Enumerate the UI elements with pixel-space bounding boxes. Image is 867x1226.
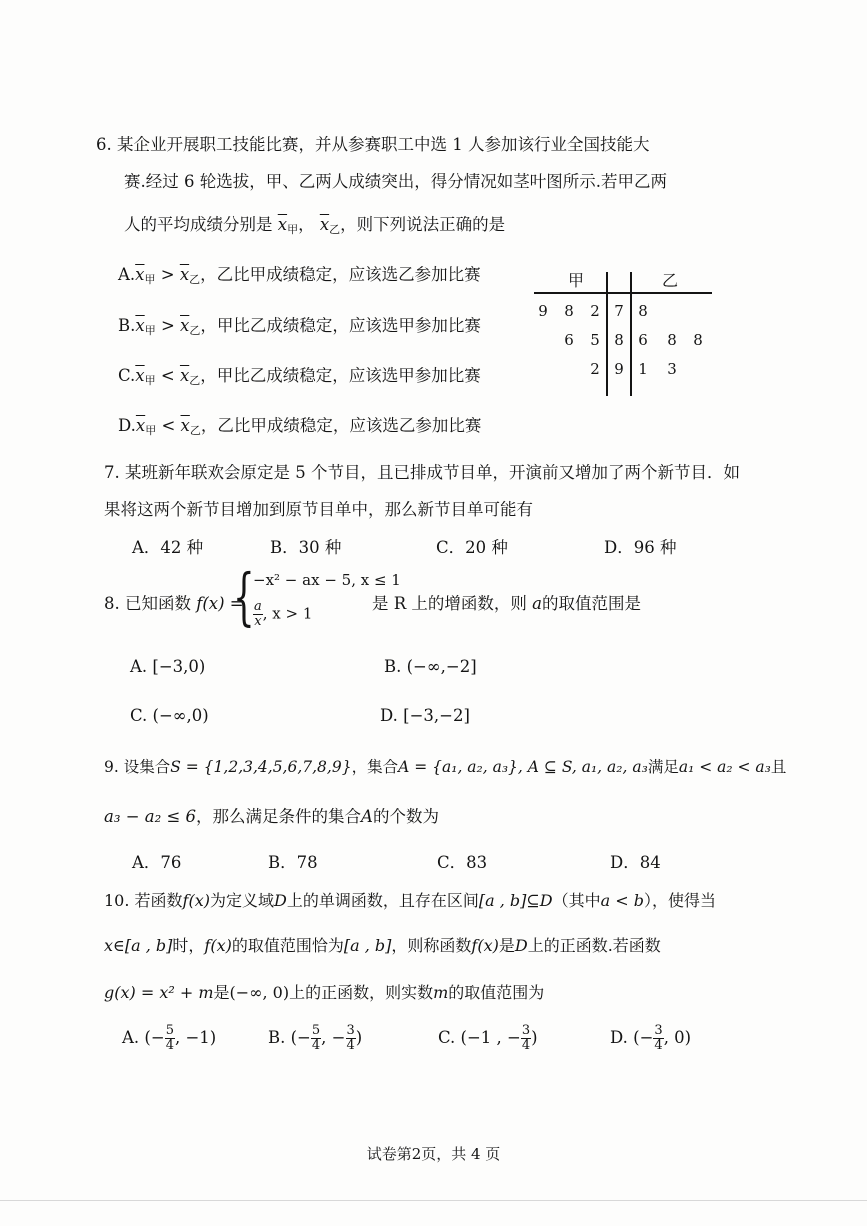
q8-case2: $\frac{a}{x}$ , x > 1	[254, 599, 313, 629]
piecewise-brace: {	[233, 560, 255, 633]
leaf-right: 8	[638, 302, 648, 320]
q8-prefix: 8. 已知函数 f(x) =	[104, 594, 244, 613]
q9-option-c[interactable]: C．83	[437, 853, 488, 872]
q9-line2: a₃ − a₂ ≤ 6，那么满足条件的集合A的个数为	[104, 807, 439, 826]
leaf-left: 9	[538, 302, 548, 320]
q10-line2: x∈[a , b]时，f(x)的取值范围恰为[a , b]，则称函数f(x)是D上的正函数.若函数	[104, 936, 661, 955]
leaf-right: 1	[638, 360, 648, 378]
leaf-left: 8	[564, 302, 574, 320]
q7-option-c[interactable]: C．20 种	[436, 538, 508, 557]
stem-leaf-header-rule	[534, 292, 712, 294]
q7-line2: 果将这两个新节目增加到原节目单中，那么新节目单可能有	[104, 500, 533, 519]
q8-option-c[interactable]: C. (−∞,0)	[130, 706, 209, 725]
page-footer: 试卷第2页，共 4 页	[366, 1145, 501, 1163]
q10-option-b[interactable]: B. (− $\frac{5}{4}$ , − $\frac{3}{4}$ )	[268, 1023, 363, 1053]
q6-option-d[interactable]: $D.\overline{x}_甲 < \overline{x}_乙$，乙比甲成绩稳定，应该选乙参加比赛	[118, 416, 482, 437]
q9-option-b[interactable]: B．78	[268, 853, 318, 872]
q10-option-d[interactable]: D. (− $\frac{3}{4}$ , 0)	[610, 1023, 692, 1053]
stem: 8	[614, 331, 624, 349]
q9-option-d[interactable]: D．84	[610, 853, 661, 872]
q10-option-c[interactable]: C. (−1 , − $\frac{3}{4}$ )	[438, 1023, 538, 1053]
leaf-right: 6	[638, 331, 648, 349]
q6-line3: 人的平均成绩分别是 $\overline{x}_甲$， $\overline{x}_乙$，则下列说法正确的是	[124, 215, 506, 236]
stem-leaf-right-header: 乙	[662, 271, 679, 290]
q8-suffix: 是 R 上的增函数，则 a的取值范围是	[372, 594, 642, 613]
q6-line2: 赛.经过 6 轮选拔，甲、乙两人成绩突出，得分情况如茎叶图所示.若甲乙两	[124, 172, 667, 191]
stem: 7	[614, 302, 624, 320]
q10-line3: g(x) = x² + m是(−∞, 0)上的正函数，则实数m的取值范围为	[104, 983, 545, 1002]
q7-option-d[interactable]: D．96 种	[604, 538, 677, 557]
leaf-right: 8	[667, 331, 677, 349]
q6-line1: 6. 某企业开展职工技能比赛，并从参赛职工中选 1 人参加该行业全国技能大	[96, 135, 650, 154]
q8-option-d[interactable]: D. [−3,−2]	[380, 706, 470, 725]
q10-line1: 10. 若函数f(x)为定义域D上的单调函数，且存在区间[a , b]⊆D（其中a < b），使得当	[104, 891, 716, 910]
leaf-left: 6	[564, 331, 574, 349]
q10-option-a[interactable]: A. (− $\frac{5}{4}$ , −1)	[122, 1023, 217, 1053]
stem: 9	[614, 360, 624, 378]
leaf-left: 2	[590, 302, 600, 320]
q6-option-b[interactable]: $B.\overline{x}_甲 > \overline{x}_乙$，甲比乙成绩稳定，应该选甲参加比赛	[118, 316, 481, 337]
bottom-divider	[0, 1200, 867, 1201]
q6-option-c[interactable]: $C.\overline{x}_甲 < \overline{x}_乙$，甲比乙成绩稳定，应该选甲参加比赛	[118, 366, 481, 387]
q8-option-b[interactable]: B. (−∞,−2]	[384, 657, 477, 676]
stem-leaf-right-divider	[630, 272, 632, 396]
q8-case1: −x² − ax − 5, x ≤ 1	[253, 571, 401, 589]
stem-leaf-left-header: 甲	[568, 271, 585, 290]
q7-option-b[interactable]: B．30 种	[270, 538, 342, 557]
leaf-right: 3	[667, 360, 677, 378]
leaf-left: 2	[590, 360, 600, 378]
stem-leaf-left-divider	[606, 272, 608, 396]
leaf-right: 8	[693, 331, 703, 349]
q7-line1: 7. 某班新年联欢会原定是 5 个节目，且已排成节目单，开演前又增加了两个新节目．如	[104, 463, 740, 482]
q8-option-a[interactable]: A. [−3,0)	[130, 657, 206, 676]
q7-option-a[interactable]: A．42 种	[132, 538, 204, 557]
q9-line1: 9. 设集合S = {1,2,3,4,5,6,7,8,9}，集合A = {a₁, a₂, a₃}, A ⊆ S, a₁, a₂, a₃满足a₁ < a₂ < a₃且	[104, 758, 787, 776]
stem-leaf-plot	[528, 266, 718, 396]
q9-option-a[interactable]: A．76	[132, 853, 182, 872]
leaf-left: 5	[590, 331, 600, 349]
q6-option-a[interactable]: $A.\overline{x}_甲 > \overline{x}_乙$，乙比甲成绩稳定，应该选乙参加比赛	[118, 265, 481, 286]
